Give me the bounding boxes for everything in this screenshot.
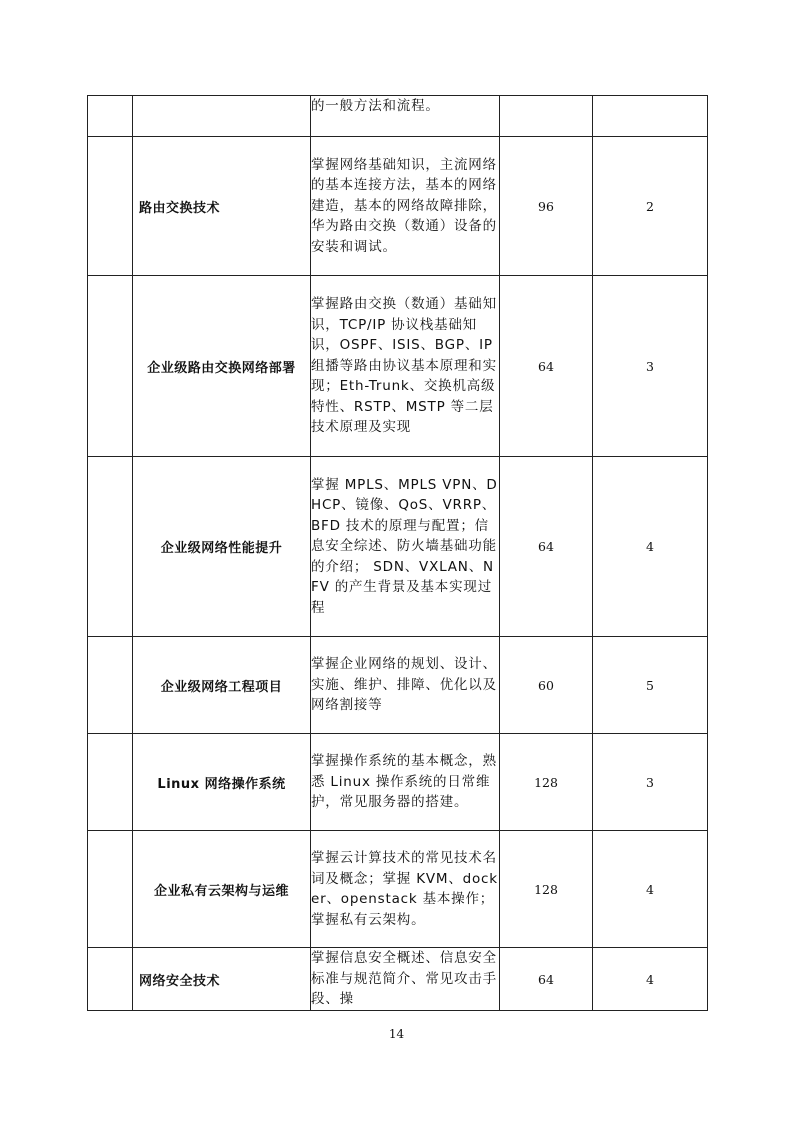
course-desc-cell: 掌握云计算技术的常见技术名词及概念；掌握 KVM、docker、openstack 基本操作；掌握私有云架构。 bbox=[311, 831, 500, 948]
course-desc-cell: 掌握路由交换（数通）基础知识，TCP/IP 协议栈基础知识，OSPF、ISIS、BGP、IP 组播等路由协议基本原理和实现；Eth-Trunk、交换机高级特性、RSTP、MSTP 等二层技术原理及实现 bbox=[311, 276, 500, 457]
course-name-cell: 企业级网络性能提升 bbox=[133, 457, 311, 637]
course-credits-cell: 3 bbox=[593, 276, 708, 457]
course-desc-cell: 掌握操作系统的基本概念，熟悉 Linux 操作系统的日常维护，常见服务器的搭建。 bbox=[311, 734, 500, 831]
course-hours-cell: 64 bbox=[500, 457, 593, 637]
index-cell bbox=[88, 137, 133, 276]
course-hours-cell: 64 bbox=[500, 276, 593, 457]
course-hours-cell: 128 bbox=[500, 734, 593, 831]
table-row bbox=[88, 831, 708, 948]
table-row bbox=[88, 637, 708, 734]
index-cell bbox=[88, 276, 133, 457]
table-row bbox=[88, 948, 708, 1011]
course-credits-cell: 3 bbox=[593, 734, 708, 831]
course-credits-cell bbox=[593, 96, 708, 137]
course-hours-cell: 128 bbox=[500, 831, 593, 948]
course-hours-cell: 96 bbox=[500, 137, 593, 276]
index-cell bbox=[88, 948, 133, 1011]
course-name-cell: 企业私有云架构与运维 bbox=[133, 831, 311, 948]
course-credits-cell: 4 bbox=[593, 831, 708, 948]
index-cell bbox=[88, 457, 133, 637]
course-name-cell: 企业级路由交换网络部署 bbox=[133, 276, 311, 457]
course-hours-cell: 60 bbox=[500, 637, 593, 734]
table-row bbox=[88, 457, 708, 637]
course-desc-cell: 掌握信息安全概述、信息安全标准与规范简介、常见攻击手段、操 bbox=[311, 948, 500, 1011]
course-name-cell bbox=[133, 96, 311, 137]
course-credits-cell: 5 bbox=[593, 637, 708, 734]
course-name-cell: 企业级网络工程项目 bbox=[133, 637, 311, 734]
course-desc-cell: 掌握网络基础知识，主流网络的基本连接方法，基本的网络建造，基本的网络故障排除，华为路由交换（数通）设备的安装和调试。 bbox=[311, 137, 500, 276]
course-name-cell: Linux 网络操作系统 bbox=[133, 734, 311, 831]
table-row bbox=[88, 137, 708, 276]
course-hours-cell bbox=[500, 96, 593, 137]
course-hours-cell: 64 bbox=[500, 948, 593, 1011]
index-cell bbox=[88, 96, 133, 137]
course-table bbox=[87, 95, 708, 1011]
course-desc-cell: 的一般方法和流程。 bbox=[311, 96, 500, 137]
table-row bbox=[88, 276, 708, 457]
table-row bbox=[88, 734, 708, 831]
course-desc-cell: 掌握 MPLS、MPLS VPN、DHCP、镜像、QoS、VRRP、BFD 技术的原理与配置；信息安全综述、防火墙基础功能的介绍； SDN、VXLAN、NFV 的产生背景及基本实现过程 bbox=[311, 457, 500, 637]
course-desc-cell: 掌握企业网络的规划、设计、实施、维护、排障、优化以及网络割接等 bbox=[311, 637, 500, 734]
index-cell bbox=[88, 734, 133, 831]
page-number: 14 bbox=[388, 1027, 405, 1041]
course-name-cell: 路由交换技术 bbox=[133, 137, 311, 276]
index-cell bbox=[88, 831, 133, 948]
course-credits-cell: 4 bbox=[593, 457, 708, 637]
index-cell bbox=[88, 637, 133, 734]
course-name-cell: 网络安全技术 bbox=[133, 948, 311, 1011]
course-credits-cell: 4 bbox=[593, 948, 708, 1011]
table-row bbox=[88, 96, 708, 137]
course-credits-cell: 2 bbox=[593, 137, 708, 276]
